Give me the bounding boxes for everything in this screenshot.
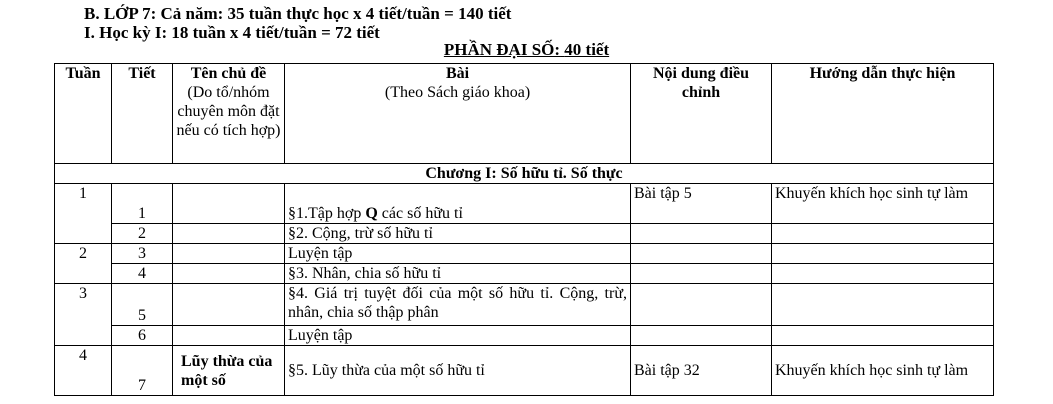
header-week: Tuần [55, 64, 112, 164]
table-row [55, 346, 994, 396]
table-row [55, 284, 994, 326]
table-row [55, 264, 994, 284]
lesson-set-q: Q [365, 205, 378, 222]
table-row [55, 224, 994, 244]
header-adjust: Nội dung điều chỉnh [631, 64, 772, 164]
adjust-cell [631, 284, 772, 326]
adjust-cell: Bài tập 5 [631, 184, 772, 224]
period-cell: 6 [112, 326, 173, 346]
adjust-cell [631, 264, 772, 284]
header-guide: Hướng dẫn thực hiện [772, 64, 994, 164]
section-periods: 40 tiết [564, 40, 610, 59]
adjust-cell [631, 326, 772, 346]
section-title [0, 40, 1053, 60]
header-topic [173, 64, 285, 164]
chapter-row [55, 164, 994, 184]
topic-cell [173, 244, 285, 264]
adjust-cell [631, 244, 772, 264]
lesson-cell: §4. Giá trị tuyệt đối của một số hữu tỉ. Cộng, trừ, nhân, chia số thập phân [285, 284, 631, 326]
period-cell: 7 [112, 346, 173, 396]
lesson-cell: Luyện tập [285, 244, 631, 264]
lesson-text: các số hữu tỉ [377, 205, 463, 222]
lesson-cell: §5. Lũy thừa của một số hữu tỉ [285, 346, 631, 396]
table-row [55, 184, 994, 224]
topic-cell [173, 184, 285, 224]
topic-cell [173, 326, 285, 346]
lesson-cell: §2. Cộng, trừ số hữu tỉ [285, 224, 631, 244]
table-row [55, 326, 994, 346]
topic-cell [173, 284, 285, 326]
header-lesson-title: Bài [445, 65, 470, 82]
guide-cell: Khuyến khích học sinh tự làm [772, 346, 994, 396]
header-period: Tiết [112, 64, 173, 164]
section-title-text: PHẦN ĐẠI SỐ: [443, 40, 561, 59]
header-lesson [285, 64, 631, 164]
header-topic-sub: (Do tổ/nhóm chuyên môn đặt nếu có tích hợp) [176, 84, 281, 139]
header-topic-title: Tên chủ đề [190, 65, 267, 82]
adjust-cell [631, 224, 772, 244]
class-heading: B. LỚP 7: Cả năm: 35 tuần thực học x 4 tiết/tuần = 140 tiết [84, 4, 512, 23]
lesson-cell: §3. Nhân, chia số hữu tỉ [285, 264, 631, 284]
header-lesson-sub: (Theo Sách giáo khoa) [384, 84, 531, 101]
guide-cell [772, 244, 994, 264]
period-cell: 5 [112, 284, 173, 326]
table-header-row [55, 64, 994, 164]
guide-cell [772, 326, 994, 346]
week-cell: 2 [55, 244, 112, 284]
week-cell: 1 [55, 184, 112, 244]
chapter-title: Chương I: Số hữu tỉ. Số thực [55, 164, 994, 184]
lesson-cell: Luyện tập [285, 326, 631, 346]
period-cell: 1 [112, 184, 173, 224]
lesson-text: §1.Tập hợp [288, 205, 366, 222]
guide-cell: Khuyến khích học sinh tự làm [772, 184, 994, 224]
lesson-cell [285, 184, 631, 224]
period-cell: 2 [112, 224, 173, 244]
guide-cell [772, 264, 994, 284]
guide-cell [772, 224, 994, 244]
topic-cell [173, 264, 285, 284]
week-cell: 3 [55, 284, 112, 346]
period-cell: 4 [112, 264, 173, 284]
period-cell: 3 [112, 244, 173, 264]
curriculum-table [54, 63, 994, 396]
week-cell: 4 [55, 346, 112, 396]
adjust-cell: Bài tập 32 [631, 346, 772, 396]
semester-heading: I. Học kỳ I: 18 tuần x 4 tiết/tuần = 72 tiết [84, 23, 380, 42]
topic-cell: Lũy thừa của một số [173, 346, 285, 396]
topic-cell [173, 224, 285, 244]
guide-cell [772, 284, 994, 326]
table-row [55, 244, 994, 264]
